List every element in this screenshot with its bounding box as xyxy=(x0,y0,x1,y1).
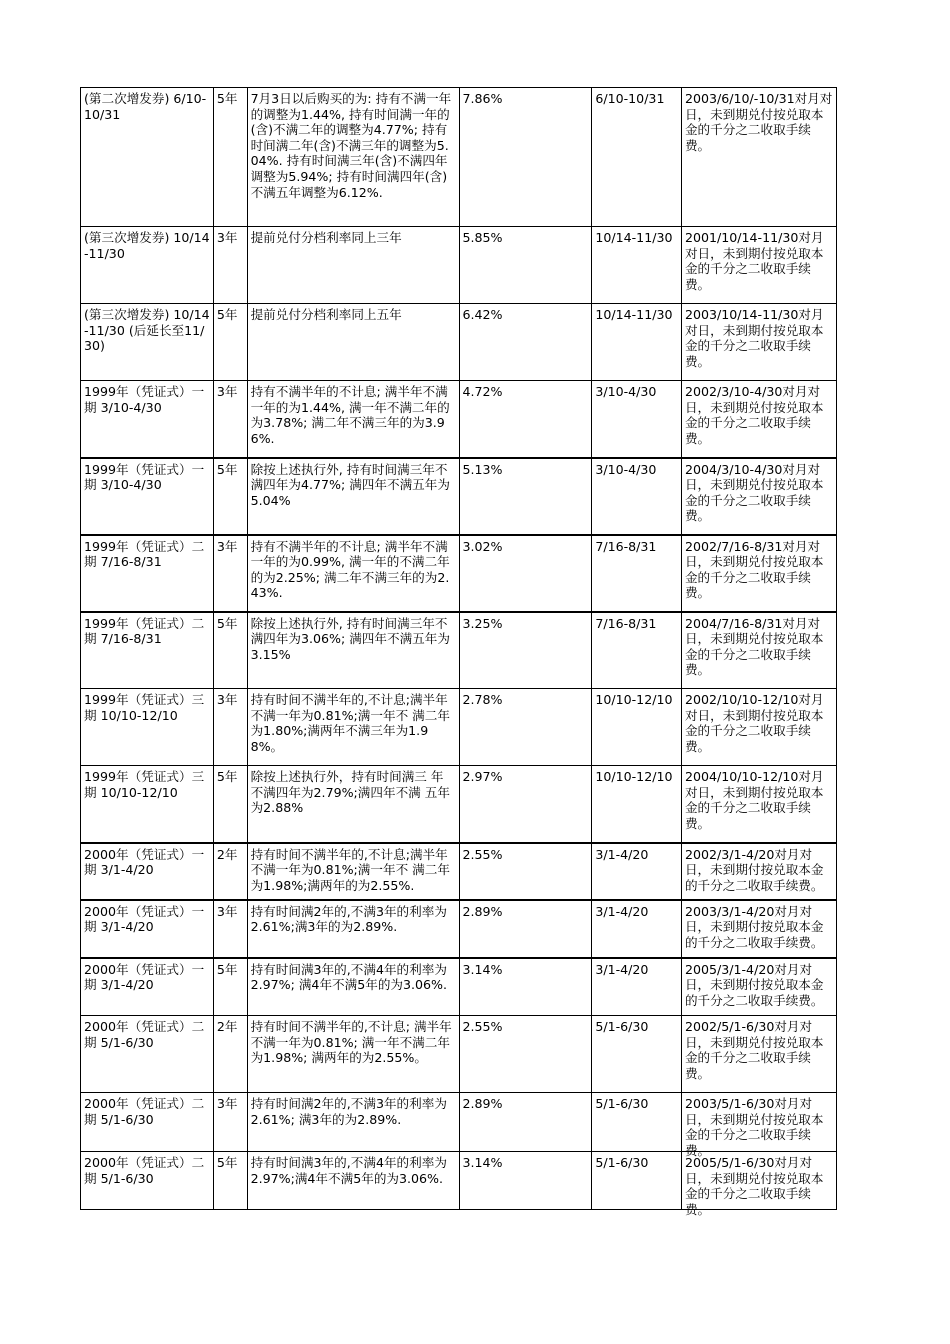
term-cell: 3年 xyxy=(213,689,247,766)
term-cell: 5年 xyxy=(213,612,247,689)
issue-cell: 2000年（凭证式）二期 5/1-6/30 xyxy=(81,1016,214,1093)
issue-cell: 1999年（凭证式）一期 3/10-4/30 xyxy=(81,381,214,458)
early-redemption-cell: 提前兑付分档利率同上五年 xyxy=(247,304,459,381)
rate-cell: 2.89% xyxy=(459,1093,592,1152)
period-cell: 3/1-4/20 xyxy=(592,843,682,900)
period-cell: 5/1-6/30 xyxy=(592,1152,682,1210)
note-text: 2005/3/1-4/20对月对日，未到期付按兑取本金的千分之二收取手续费。 xyxy=(684,961,824,1008)
note-cell: 2003/6/10/-10/31对月对日，未到期兑付按兑取本金的千分之二收取手续费。 xyxy=(681,88,836,227)
early-redemption-cell: 持有不满半年的不计息; 满半年不满一年的为1.44%, 满一年不满二年的为3.78%; 满二年不满三年的为3.96%. xyxy=(247,381,459,458)
term-cell: 3年 xyxy=(213,535,247,612)
early-redemption-cell: 持有时间满3年的,不满4年的利率为2.97%; 满4年不满5年的为3.06%. xyxy=(247,958,459,1016)
period-cell: 5/1-6/30 xyxy=(592,1016,682,1093)
note-cell xyxy=(681,958,836,1016)
note-text: 2005/5/1-6/30对月对日，未到期兑付按兑取本金的千分之二收取手续费。 xyxy=(684,1155,824,1217)
issue-cell: (第三次增发券) 10/14-11/30 xyxy=(81,227,214,304)
note-cell: 2003/10/14-11/30对月对日，未到期付按兑取本金的千分之二收取手续费。 xyxy=(681,304,836,381)
issue-cell: 2000年（凭证式）一期 3/1-4/20 xyxy=(81,900,214,958)
rate-cell: 2.78% xyxy=(459,689,592,766)
term-cell: 3年 xyxy=(213,381,247,458)
table-row xyxy=(81,304,837,381)
early-redemption-cell: 持有时间满3年的,不满4年的利率为 2.97%;满4年不满5年的为3.06%. xyxy=(247,1152,459,1210)
rate-cell: 6.42% xyxy=(459,304,592,381)
note-text: 2003/3/1-4/20对月对日，未到期付按兑取本金的千分之二收取手续费。 xyxy=(684,903,824,950)
table-row xyxy=(81,843,837,900)
early-redemption-cell: 提前兑付分档利率同上三年 xyxy=(247,227,459,304)
bond-rate-table xyxy=(80,87,837,1217)
early-redemption-cell: 除按上述执行外, 持有时间满三年不满四年为3.06%; 满四年不满五年为3.15% xyxy=(247,612,459,689)
period-cell: 3/1-4/20 xyxy=(592,900,682,958)
early-redemption-cell: 持有时间满2年的,不满3年的利率为2.61%; 满3年的为2.89%. xyxy=(247,1093,459,1152)
term-cell: 3年 xyxy=(213,1093,247,1152)
issue-cell: 1999年（凭证式）三期 10/10-12/10 xyxy=(81,689,214,766)
table-row xyxy=(81,1016,837,1093)
term-cell: 3年 xyxy=(213,227,247,304)
term-cell: 5年 xyxy=(213,88,247,227)
early-redemption-cell: 持有不满半年的不计息; 满半年不满一年的为0.99%, 满一年的不满二年的为2.25%; 满二年不满三年的为2.43%. xyxy=(247,535,459,612)
rate-cell: 3.02% xyxy=(459,535,592,612)
issue-cell: 2000年（凭证式）一期 3/1-4/20 xyxy=(81,958,214,1016)
rate-cell: 4.72% xyxy=(459,381,592,458)
rate-cell: 2.89% xyxy=(459,900,592,958)
rate-cell: 2.55% xyxy=(459,843,592,900)
early-redemption-cell xyxy=(247,843,459,900)
note-cell: 2004/10/10-12/10对月对日，未到期付按兑取本金的千分之二收取手续费。 xyxy=(681,766,836,843)
period-cell: 10/14-11/30 xyxy=(592,227,682,304)
note-cell: 2002/5/1-6/30对月对日，未到期兑付按兑取本金的千分之二收取手续费。 xyxy=(681,1016,836,1093)
note-cell: 2002/7/16-8/31对月对日，未到期兑付按兑取本金的千分之二收取手续费。 xyxy=(681,535,836,612)
issue-cell: 1999年（凭证式）一期 3/10-4/30 xyxy=(81,458,214,535)
note-cell: 2001/10/14-11/30对月对日，未到期付按兑取本金的千分之二收取手续费。 xyxy=(681,227,836,304)
period-cell: 6/10-10/31 xyxy=(592,88,682,227)
period-cell: 10/10-12/10 xyxy=(592,689,682,766)
term-cell: 5年 xyxy=(213,1152,247,1210)
table-row xyxy=(81,1152,837,1210)
note-text: 2002/3/1-4/20对月对日，未到期付按兑取本金的千分之二收取手续费。 xyxy=(684,846,824,893)
period-cell: 3/1-4/20 xyxy=(592,958,682,1016)
table-row xyxy=(81,227,837,304)
table-row xyxy=(81,1093,837,1152)
table-row xyxy=(81,900,837,958)
early-redemption-cell: 持有时间不满半年的,不计息;满半年不满一年为0.81%;满一年不 满二年为1.80%;满两年不满三年为1.98%。 xyxy=(247,689,459,766)
rate-cell: 3.14% xyxy=(459,1152,592,1210)
early-redemption-cell: 持有时间不满半年的,不计息; 满半年不满一年为0.81%; 满一年不满二年为1.98%; 满两年的为2.55%。 xyxy=(247,1016,459,1093)
table-row xyxy=(81,689,837,766)
rate-cell: 5.13% xyxy=(459,458,592,535)
term-cell: 5年 xyxy=(213,958,247,1016)
table-row xyxy=(81,381,837,458)
issue-cell: 1999年（凭证式）三期 10/10-12/10 xyxy=(81,766,214,843)
early-redemption-text: 7月3日以后购买的为: 持有不满一年的调整为1.44%, 持有时间满一年的(含)不满二年的调整为4.77%; 持有时间满二年(含)不满三年的调整为5.04%. 持有时间满三年(含)不满四年调整为5.94%; 持有时间满四年(含)不满五年调整为6.12%. xyxy=(250,91,452,200)
rate-cell: 2.55% xyxy=(459,1016,592,1093)
period-cell: 7/16-8/31 xyxy=(592,612,682,689)
early-redemption-cell xyxy=(247,88,459,227)
period-cell: 3/10-4/30 xyxy=(592,458,682,535)
issue-cell: (第三次增发券) 10/14-11/30 (后延长至11/30) xyxy=(81,304,214,381)
period-cell: 7/16-8/31 xyxy=(592,535,682,612)
rate-cell: 2.97% xyxy=(459,766,592,843)
period-cell: 5/1-6/30 xyxy=(592,1093,682,1152)
rate-cell: 7.86% xyxy=(459,88,592,227)
note-cell xyxy=(681,1152,836,1217)
table-row xyxy=(81,958,837,1016)
issue-cell: 1999年（凭证式）二期 7/16-8/31 xyxy=(81,612,214,689)
note-cell xyxy=(681,843,836,900)
early-redemption-cell: 除按上述执行外，持有时间满三 年不满四年为2.79%;满四年不满 五年为2.88% xyxy=(247,766,459,843)
issue-cell: 1999年（凭证式）二期 7/16-8/31 xyxy=(81,535,214,612)
issue-cell: 2000年（凭证式）一期 3/1-4/20 xyxy=(81,843,214,900)
term-cell: 2年 xyxy=(213,843,247,900)
period-cell: 3/10-4/30 xyxy=(592,381,682,458)
note-cell xyxy=(681,1093,836,1158)
note-cell: 2004/3/10-4/30对月对日，未到期兑付按兑取本金的千分之二收取手续费。 xyxy=(681,458,836,535)
period-cell: 10/10-12/10 xyxy=(592,766,682,843)
note-cell: 2004/7/16-8/31对月对日，未到期兑付按兑取本金的千分之二收取手续费。 xyxy=(681,612,836,689)
issue-cell: 2000年（凭证式）二期 5/1-6/30 xyxy=(81,1093,214,1152)
early-redemption-cell: 持有时间满2年的,不满3年的利率为 2.61%;满3年的为2.89%. xyxy=(247,900,459,958)
term-cell: 5年 xyxy=(213,766,247,843)
term-cell: 2年 xyxy=(213,1016,247,1093)
note-cell: 2002/3/10-4/30对月对日，未到期兑付按兑取本金的千分之二收取手续费。 xyxy=(681,381,836,458)
term-cell: 3年 xyxy=(213,900,247,958)
rate-cell: 5.85% xyxy=(459,227,592,304)
note-text: 2003/5/1-6/30对月对日，未到期兑付按兑取本金的千分之二收取手续费。 xyxy=(684,1096,824,1158)
period-cell: 10/14-11/30 xyxy=(592,304,682,381)
note-cell: 2002/10/10-12/10对月对日，未到期付按兑取本金的千分之二收取手续费。 xyxy=(681,689,836,766)
term-cell: 5年 xyxy=(213,304,247,381)
table-row xyxy=(81,458,837,535)
issue-cell: (第二次增发券) 6/10-10/31 xyxy=(81,88,214,227)
table-row xyxy=(81,612,837,689)
early-redemption-cell: 除按上述执行外, 持有时间满三年不满四年为4.77%; 满四年不满五年为5.04% xyxy=(247,458,459,535)
table-row xyxy=(81,766,837,843)
issue-cell: 2000年（凭证式）二期 5/1-6/30 xyxy=(81,1152,214,1210)
table-row xyxy=(81,535,837,612)
early-redemption-text: 持有时间不满半年的,不计息;满半年不满一年为0.81%;满一年不 满二年为1.98%;满两年的为2.55%. xyxy=(250,846,450,893)
table-row xyxy=(81,88,837,227)
rate-cell: 3.25% xyxy=(459,612,592,689)
term-cell: 5年 xyxy=(213,458,247,535)
note-cell xyxy=(681,900,836,958)
rate-cell: 3.14% xyxy=(459,958,592,1016)
